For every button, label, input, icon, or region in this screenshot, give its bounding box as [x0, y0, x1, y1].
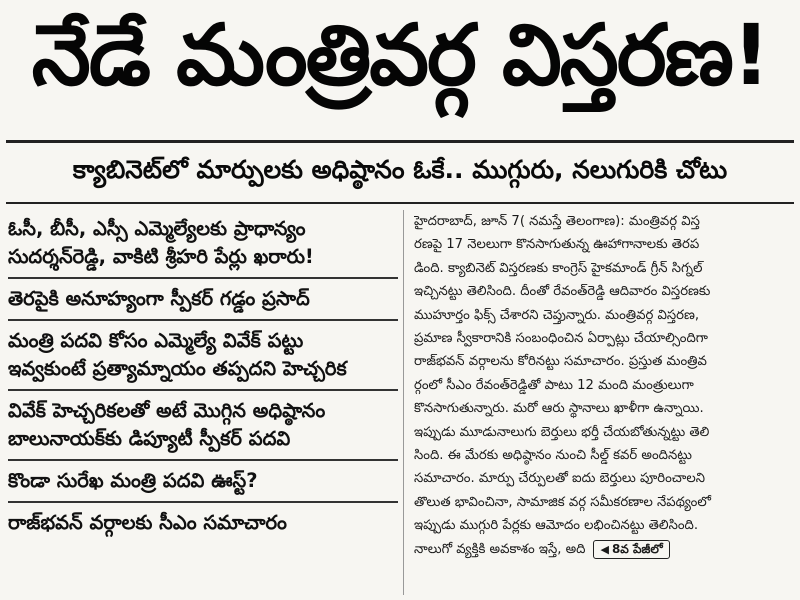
highlights-column — [8, 210, 398, 595]
highlight-line: ఇవ్వకుంటే ప్రత్యామ్నాయం తప్పదని హెచ్చరిక — [8, 357, 347, 380]
body-line — [414, 233, 794, 256]
highlight-point — [8, 322, 398, 388]
continuation-link[interactable] — [593, 540, 669, 559]
continuation-label: 8వ పేజీలో — [611, 541, 663, 556]
highlight-line: మంత్రి పదవి కోసం ఎమ్మెల్యే వివేక్‌ పట్టు — [8, 329, 304, 352]
headline: నేడే మంత్రివర్గ విస్తరణ! — [31, 5, 769, 104]
highlight-divider — [8, 459, 398, 461]
highlight-line: కొండా సురేఖ మంత్రి పదవి ఊస్ట్‌? — [8, 469, 258, 492]
body-text: ఇప్పుడు ముగ్గురి పేర్లకు ఆమోదం లభించినట్టు తెలిసింది. — [414, 518, 699, 534]
highlight-divider — [8, 277, 398, 279]
highlight-line: వివేక్‌ హెచ్చరికలతో అటే మొగ్గిన అధిష్ఠానం — [8, 399, 326, 422]
body-line — [414, 374, 794, 397]
arrow-icon: ◀ — [600, 542, 609, 556]
body-text: రాజ్‌భవన్‌ వర్గాలను కోరినట్టు సమాచారం. ప్రస్తుత మంత్రివ — [414, 354, 707, 370]
body-line — [414, 491, 794, 514]
body-text: డింది. క్యాబినెట్‌ విస్తరణకు కాంగ్రెస్‌ హైకమాండ్‌ గ్రీన్‌ సిగ్నల్‌ — [414, 260, 703, 276]
body-text: రణపై 17 నెలలుగా కొనసాగుతున్న ఊహాగానాలకు తెరప — [414, 237, 700, 253]
body-line — [414, 350, 794, 373]
body-line — [414, 421, 794, 444]
highlight-line: రాజ్‌భవన్‌ వర్గాలకు సీఎం సమాచారం — [8, 511, 287, 534]
body-line — [414, 304, 794, 327]
highlight-point — [8, 210, 398, 276]
body-line — [414, 467, 794, 490]
body-line — [414, 327, 794, 350]
highlight-point — [8, 392, 398, 458]
body-text: ప్రమాణ స్వీకారానికి సంబంధించిన ఏర్పాట్లు చేయాల్సిందిగా — [414, 331, 708, 347]
body-text: సింది. ఈ మేరకు అధిష్ఠానం నుంచి సీల్డ్‌ కవర్‌ అందినట్టు — [414, 448, 692, 464]
body-text: ముహూర్తం ఫిక్స్‌ చేశారని చెప్తున్నారు. మంత్రివర్గ విస్తరణ, — [414, 307, 700, 323]
highlight-point — [8, 462, 398, 500]
body-text: ర్గంలో సీఎం రేవంత్‌రెడ్డితో పాటు 12 మంది మంత్రులుగా — [414, 377, 694, 393]
body-text: నాలుగో వ్యక్తికి అవకాశం ఇస్తే, అది — [414, 541, 586, 557]
body-line — [414, 444, 794, 467]
column-divider — [403, 210, 404, 595]
body-line — [414, 514, 794, 537]
highlight-line: తెరపైకి అనూహ్యంగా స్పీకర్‌ గడ్డం ప్రసాద్‌ — [8, 287, 310, 310]
highlight-divider — [8, 501, 398, 503]
body-text: సమాచారం. మార్పు చేర్పులతో ఐదు బెర్తులు పూరించాలని — [414, 471, 705, 487]
highlight-point — [8, 504, 398, 542]
bottom-rule — [6, 202, 794, 204]
highlight-line: బాలునాయక్‌కు డిప్యూటీ స్పీకర్‌ పదవి — [8, 427, 291, 450]
highlight-point — [8, 280, 398, 318]
highlight-line: సుదర్శన్‌రెడ్డి, వాకిటి శ్రీహరి పేర్లు ఖరారు! — [8, 245, 314, 268]
subheadline: క్యాబినెట్‌లో మార్పులకు అధిష్ఠానం ఓకే.. ముగ్గురు, నలుగురికి చోటు — [72, 155, 728, 184]
top-rule — [6, 140, 794, 143]
body-line — [414, 397, 794, 420]
body-text: ఇప్పుడు మూడునాలుగు బెర్తులు భర్తీ చేయబోతున్నట్టు తెలి — [414, 424, 710, 440]
article-body — [414, 210, 794, 595]
highlight-line: ఓసీ, బీసీ, ఎస్సీ ఎమ్మెల్యేలకు ప్రాధాన్యం — [8, 217, 306, 240]
highlight-divider — [8, 319, 398, 321]
body-line — [414, 280, 794, 303]
body-line — [414, 538, 794, 561]
body-text: కొనసాగుతున్నారు. మరో ఆరు స్థానాలు ఖాళీగా ఉన్నాయి. — [414, 401, 704, 417]
body-line — [414, 210, 794, 233]
body-text: హైదరాబాద్‌, జూన్‌ 7( నమస్తే తెలంగాణ): మంత్రివర్గ విస్త — [414, 214, 700, 229]
body-line — [414, 257, 794, 280]
highlight-divider — [8, 389, 398, 391]
body-text: ఇచ్చినట్టు తెలిసింది. దీంతో రేవంత్‌రెడ్డి ఆదివారం విస్తరణకు — [414, 284, 711, 300]
body-text: తొలుత భావించినా, సామాజిక వర్గ సమీకరణాల నేపథ్యంలో — [414, 494, 711, 510]
